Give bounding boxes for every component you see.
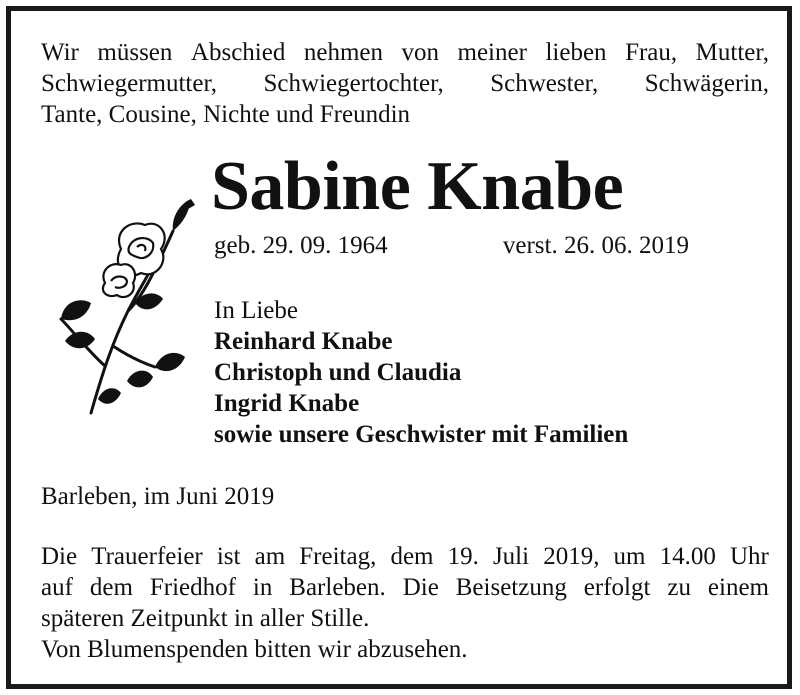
mourner-name: Ingrid Knabe <box>214 390 360 417</box>
ceremony-text <box>41 541 769 665</box>
intro-word: von <box>401 39 439 66</box>
ceremony-word: Uhr <box>729 543 769 570</box>
life-dates <box>214 231 689 261</box>
ceremony-word: dem <box>89 574 133 601</box>
intro-word: Mutter, <box>695 39 769 66</box>
mourner-name: sowie unsere Geschwister mit Familien <box>214 421 629 448</box>
death-date: verst. 26. 06. 2019 <box>502 232 689 259</box>
ceremony-word: auf <box>41 574 73 601</box>
deceased-name: Sabine Knabe <box>211 148 624 225</box>
intro-line-3: Tante, Cousine, Nichte und Freundin <box>41 101 411 128</box>
intro-word: lieben <box>545 39 607 66</box>
ceremony-word: 19. <box>447 543 479 570</box>
intro-word: Schwägerin, <box>644 70 769 97</box>
ceremony-word: Trauerfeier <box>91 543 203 570</box>
ceremony-word: Beisetzung <box>455 574 567 601</box>
ceremony-word: Juli <box>492 543 530 570</box>
intro-word: Abschied <box>190 39 286 66</box>
intro-word: Wir <box>41 39 79 66</box>
ceremony-word: um <box>613 543 646 570</box>
ceremony-word: am <box>254 543 286 570</box>
mourner-name: Reinhard Knabe <box>214 328 393 355</box>
ceremony-line-3: späteren Zeitpunkt in aller Stille. <box>41 605 370 632</box>
rose-icon <box>43 191 203 421</box>
ceremony-line-4: Von Blumenspenden bitten wir abzusehen. <box>41 636 468 663</box>
mourners-list <box>214 295 628 450</box>
ceremony-word: Barleben. <box>289 574 386 601</box>
ceremony-word: Freitag, <box>299 543 377 570</box>
ceremony-word: ist <box>216 543 241 570</box>
ceremony-line-1 <box>41 541 769 572</box>
intro-word: Schwester, <box>490 70 599 97</box>
intro-word: müssen <box>97 39 173 66</box>
ceremony-word: in <box>252 574 273 601</box>
ceremony-word: Die <box>402 574 439 601</box>
ceremony-word: Die <box>41 543 78 570</box>
ceremony-word: erfolgt <box>583 574 651 601</box>
intro-word: meiner <box>457 39 527 66</box>
ceremony-word: 2019, <box>543 543 600 570</box>
intro-word: Schwiegermutter, <box>41 70 218 97</box>
intro-word: Schwiegertochter, <box>263 70 444 97</box>
ceremony-word: 14.00 <box>659 543 716 570</box>
intro-text <box>41 37 769 130</box>
mourner-name: Christoph und Claudia <box>214 359 462 386</box>
ceremony-word: einem <box>707 574 769 601</box>
ceremony-line-2 <box>41 572 769 603</box>
birth-date: geb. 29. 09. 1964 <box>214 232 388 259</box>
intro-line-1 <box>41 37 769 68</box>
ceremony-word: dem <box>390 543 434 570</box>
ceremony-word: zu <box>667 574 691 601</box>
intro-line-2 <box>41 68 769 99</box>
obituary-frame <box>6 6 792 689</box>
mourners-heading: In Liebe <box>214 297 298 324</box>
intro-word: nehmen <box>303 39 383 66</box>
ceremony-word: Friedhof <box>149 574 236 601</box>
intro-word: Frau, <box>625 39 678 66</box>
place-date: Barleben, im Juni 2019 <box>41 483 275 510</box>
